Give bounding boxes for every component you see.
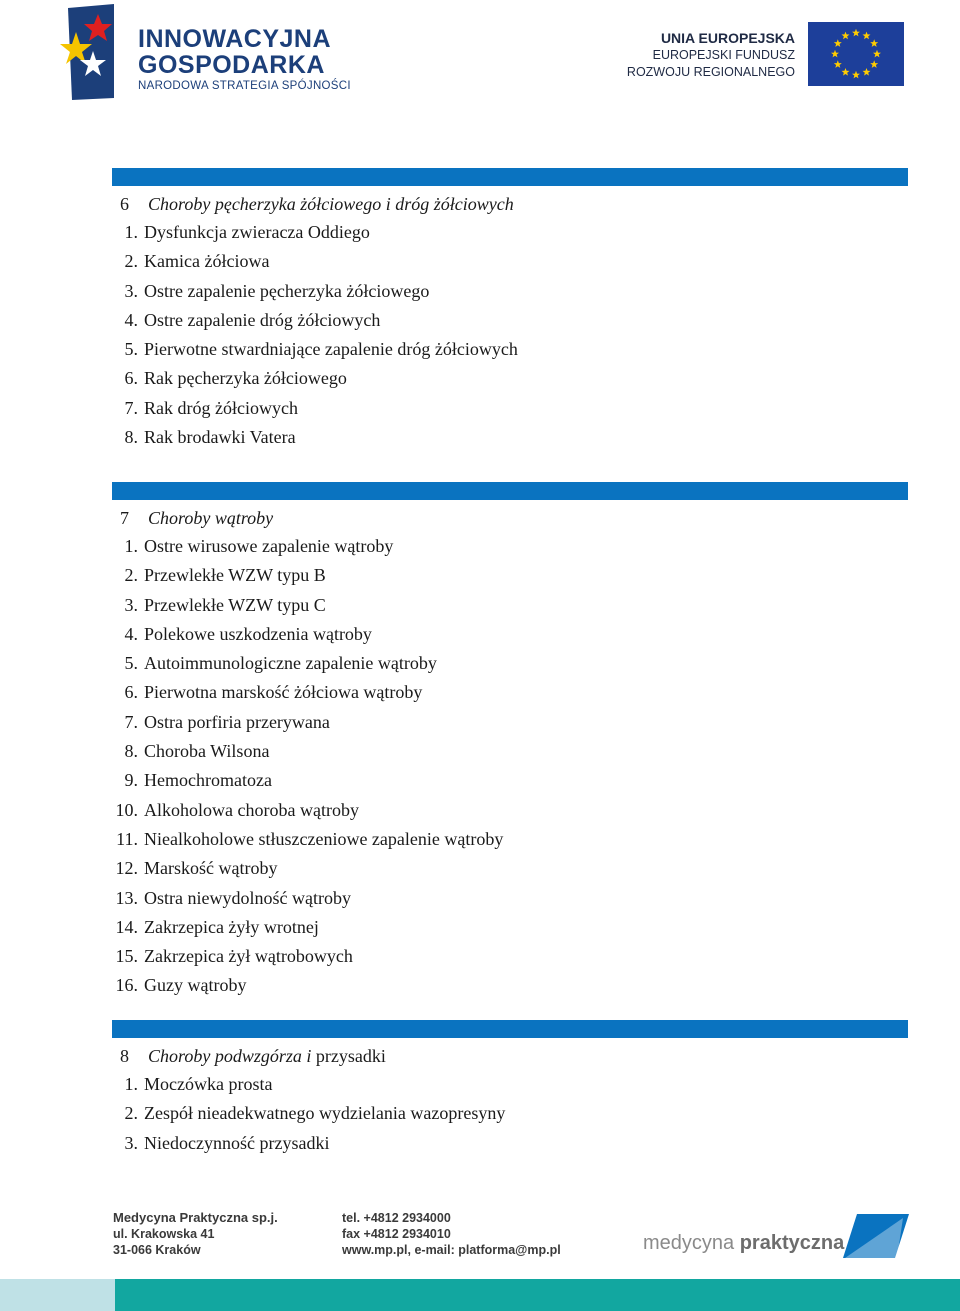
list-item-text: Niedoczynność przysadki <box>144 1132 330 1153</box>
list-item-text: Pierwotne stwardniające zapalenie dróg żółciowych <box>144 339 518 360</box>
list-item <box>112 281 908 310</box>
list-item <box>112 975 908 1004</box>
list-item-number: 6. <box>124 368 138 389</box>
list-item-number: 3. <box>124 280 138 301</box>
list-item-text: Ostra niewydolność wątroby <box>144 887 351 908</box>
footer-fax: fax +4812 2934010 <box>342 1227 451 1241</box>
list-item-number: 5. <box>124 653 138 674</box>
list-item-text: Kamica żółciowa <box>144 251 270 272</box>
list-item-number: 11. <box>116 828 138 849</box>
list-item-text: Rak pęcherzyka żółciowego <box>144 368 347 389</box>
eu-logo-text <box>627 30 795 81</box>
eu-star-icon <box>834 39 842 47</box>
list-item-number: 7. <box>124 711 138 732</box>
footer-contact <box>342 1210 561 1258</box>
list-item <box>112 339 908 368</box>
list-item-number: 2. <box>124 1103 138 1124</box>
list-item <box>112 251 908 280</box>
section-number: 6 <box>120 194 129 214</box>
list-item-number: 12. <box>115 858 138 879</box>
footer-strip-teal <box>115 1279 960 1311</box>
footer-web: www.mp.pl, e-mail: platforma@mp.pl <box>342 1243 561 1257</box>
ig-emblem-icon <box>58 4 118 100</box>
list-item-number: 1. <box>124 222 138 242</box>
eu-star-icon <box>852 71 860 79</box>
eu-star-icon <box>852 29 860 37</box>
footer-street: ul. Krakowska 41 <box>113 1227 215 1241</box>
list-item-number: 1. <box>124 1074 138 1094</box>
section-title <box>148 1046 386 1067</box>
section-8 <box>112 1020 908 1162</box>
list-item <box>112 536 908 565</box>
list-item <box>112 427 908 456</box>
ig-title <box>138 26 331 78</box>
medycyna-praktyczna-logo <box>643 1214 908 1260</box>
eu-star-icon <box>831 50 839 58</box>
ig-title-line2: GOSPODARKA <box>138 51 325 79</box>
list-item-text: Ostra porfiria przerywana <box>144 711 330 732</box>
list-item-text: Zakrzepica żyły wrotnej <box>144 916 319 937</box>
list-item-number: 14. <box>115 916 138 937</box>
list-item <box>112 741 908 770</box>
eu-star-icon <box>870 39 878 47</box>
list-item <box>112 858 908 887</box>
eu-flag-icon <box>808 22 904 86</box>
section-bar <box>112 1020 908 1038</box>
list-item <box>112 595 908 624</box>
footer-address <box>113 1210 278 1258</box>
list-item <box>112 682 908 711</box>
ig-subtitle: NARODOWA STRATEGIA SPÓJNOŚCI <box>138 80 351 92</box>
list-item-number: 5. <box>124 339 138 360</box>
eu-star-icon <box>842 32 850 40</box>
eu-star-icon <box>870 60 878 68</box>
list-item <box>112 917 908 946</box>
section-7 <box>112 482 908 1005</box>
list-item-text: Zakrzepica żył wątrobowych <box>144 946 353 967</box>
list-item <box>112 946 908 975</box>
list-item <box>112 1103 908 1132</box>
list-item-number: 3. <box>124 1132 138 1153</box>
list-item <box>112 888 908 917</box>
list-item <box>112 1133 908 1162</box>
list-item-text: Pierwotna marskość żółciowa wątroby <box>144 682 423 703</box>
eu-star-icon <box>834 60 842 68</box>
list-item-number: 6. <box>124 682 138 703</box>
list-item-text: Polekowe uszkodzenia wątroby <box>144 623 372 644</box>
list-item-text: Rak brodawki Vatera <box>144 427 296 448</box>
section-bar <box>112 482 908 500</box>
list-item <box>112 310 908 339</box>
list-item-text: Przewlekłe WZW typu B <box>144 565 326 586</box>
section-heading <box>112 1038 908 1074</box>
section-number: 8 <box>120 1046 129 1066</box>
section-heading <box>112 186 908 222</box>
list-item-text: Dysfunkcja zwieracza Oddiego <box>144 222 370 242</box>
disease-list <box>112 1074 908 1162</box>
page-header <box>0 0 960 110</box>
list-item <box>112 653 908 682</box>
list-item-text: Niealkoholowe stłuszczeniowe zapalenie wątroby <box>144 828 504 849</box>
list-item-number: 2. <box>124 251 138 272</box>
eu-line1: UNIA EUROPEJSKA <box>660 30 795 46</box>
mp-word-light: medycyna <box>643 1232 735 1254</box>
list-item <box>112 222 908 251</box>
list-item-text: Guzy wątroby <box>144 975 247 996</box>
eu-line3: ROZWOJU REGIONALNEGO <box>626 65 795 79</box>
eu-line2: EUROPEJSKI FUNDUSZ <box>652 48 795 62</box>
list-item <box>112 1074 908 1103</box>
mp-word-bold: praktyczna <box>739 1232 845 1254</box>
list-item-number: 10. <box>115 799 138 820</box>
list-item-text: Hemochromatoza <box>144 770 272 791</box>
list-item-number: 4. <box>124 309 138 330</box>
eu-star-icon <box>863 32 871 40</box>
list-item <box>112 368 908 397</box>
disease-list <box>112 222 908 456</box>
list-item-text: Przewlekłe WZW typu C <box>144 594 326 615</box>
list-item-text: Ostre zapalenie dróg żółciowych <box>144 309 381 330</box>
list-item <box>112 800 908 829</box>
list-item-text: Moczówka prosta <box>144 1074 273 1094</box>
list-item <box>112 398 908 427</box>
list-item-text: Marskość wątroby <box>144 858 278 879</box>
eu-star-icon <box>873 50 881 58</box>
list-item-number: 1. <box>124 536 138 556</box>
list-item-number: 8. <box>124 741 138 762</box>
list-item-number: 4. <box>124 623 138 644</box>
list-item <box>112 829 908 858</box>
footer-tel: tel. +4812 2934000 <box>342 1211 451 1225</box>
section-number: 7 <box>120 508 129 528</box>
section-title-plain: przysadki <box>311 1046 386 1066</box>
list-item-text: Ostre zapalenie pęcherzyka żółciowego <box>144 280 430 301</box>
list-item-text: Alkoholowa choroba wątroby <box>144 799 359 820</box>
list-item-text: Choroba Wilsona <box>144 741 270 762</box>
footer-strip <box>0 1279 960 1311</box>
footer-strip-light <box>0 1279 115 1311</box>
mp-parallelogram-icon <box>843 1214 909 1258</box>
footer-company: Medycyna Praktyczna sp.j. <box>113 1210 278 1225</box>
ig-title-line1: INNOWACYJNA <box>138 25 332 53</box>
list-item-text: Ostre wirusowe zapalenie wątroby <box>144 536 394 556</box>
footer-city: 31-066 Kraków <box>113 1243 201 1257</box>
mp-wordmark <box>643 1232 844 1255</box>
disease-list <box>112 536 908 1005</box>
section-title: Choroby pęcherzyka żółciowego i dróg żółciowych <box>148 194 514 214</box>
list-item <box>112 712 908 741</box>
eu-star-icon <box>842 68 850 76</box>
list-item-text: Rak dróg żółciowych <box>144 397 298 418</box>
section-heading <box>112 500 908 536</box>
list-item-number: 7. <box>124 397 138 418</box>
list-item-number: 9. <box>124 770 138 791</box>
list-item <box>112 770 908 799</box>
section-title: Choroby wątroby <box>148 508 274 528</box>
list-item-text: Zespół nieadekwatnego wydzielania wazopresyny <box>144 1103 506 1124</box>
innowacyjna-gospodarka-logo <box>58 4 358 104</box>
list-item-number: 15. <box>115 946 138 967</box>
list-item <box>112 624 908 653</box>
list-item-number: 13. <box>115 887 138 908</box>
eu-star-icon <box>863 68 871 76</box>
list-item-text: Autoimmunologiczne zapalenie wątroby <box>144 653 437 674</box>
section-title-italic: Choroby podwzgórza i <box>148 1046 312 1066</box>
section-bar <box>112 168 908 186</box>
list-item-number: 16. <box>115 975 138 996</box>
section-6 <box>112 168 908 456</box>
list-item-number: 2. <box>124 565 138 586</box>
list-item-number: 8. <box>124 427 138 448</box>
list-item-number: 3. <box>124 594 138 615</box>
list-item <box>112 565 908 594</box>
